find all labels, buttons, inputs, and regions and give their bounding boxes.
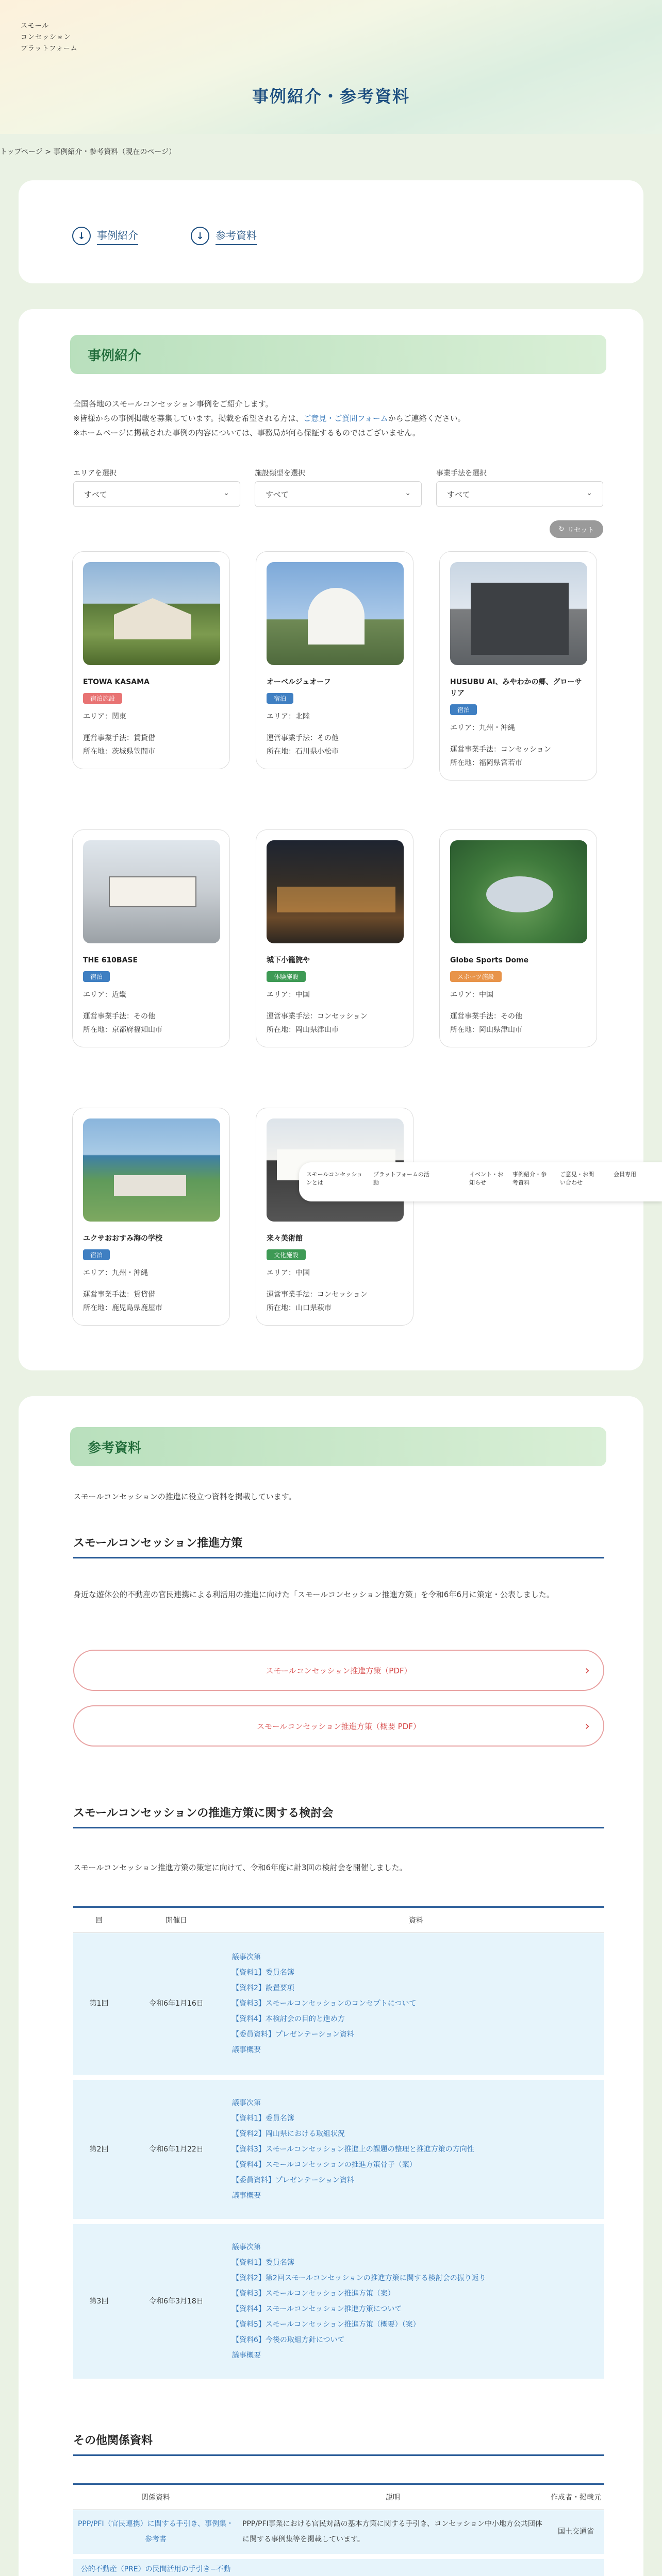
doc-link[interactable]: 【資料3】スモールコンセッションのコンセプトについて	[232, 1999, 417, 2008]
case-photo	[83, 840, 220, 943]
float-nav-contact[interactable]: ご意見・お問い合わせ	[560, 1171, 594, 1186]
table-row	[73, 2556, 604, 2576]
doc-link[interactable]: 議事概要	[232, 2191, 261, 2200]
doc-link[interactable]: 議事概要	[232, 2046, 261, 2055]
doc-link[interactable]: 【資料4】スモールコンセッション推進方策について	[232, 2304, 402, 2313]
references-intro: スモールコンセッションの推進に役立つ資料を掲載しています。	[73, 1492, 296, 1501]
case-photo	[267, 562, 404, 665]
case-card[interactable]: Globe Sports Dome スポーツ施設 エリア：中国 運営事業手法：その他 所在地：岡山県津山市	[439, 829, 597, 1047]
reset-icon: ↻	[558, 525, 565, 533]
case-card[interactable]: ユクサおおすみ海の学校 宿泊 エリア：九州・沖縄 運営事業手法：賃貸借 所在地：鹿児島県鹿屋市	[72, 1108, 230, 1326]
references-section	[19, 1396, 643, 2576]
breadcrumb: トップページ > 事例紹介・参考資料（現在のページ）	[0, 148, 176, 156]
cases-heading: 事例紹介	[70, 335, 606, 374]
case-photo	[450, 562, 587, 665]
breadcrumb-home[interactable]: トップページ	[0, 148, 43, 156]
doc-link[interactable]: 【資料4】スモールコンセッションの推進方策骨子（案）	[232, 2160, 417, 2169]
facility-tag: 宿泊	[450, 704, 477, 715]
site-logo[interactable]: スモール コンセッション プラットフォーム	[21, 22, 78, 53]
arrow-down-circle-icon: ↓	[191, 227, 209, 245]
doc-link[interactable]: 【資料3】スモールコンセッション推進上の課題の整理と推進方策の方向性	[232, 2145, 474, 2154]
case-card[interactable]: 城下小籠院や 体験施設 エリア：中国 運営事業手法：コンセッション 所在地：岡山県津山市	[256, 829, 413, 1047]
float-nav-members[interactable]: 会員専用	[614, 1171, 636, 1178]
other-docs-title: その他関係資料	[73, 2434, 153, 2447]
case-photo	[450, 840, 587, 943]
doc-link[interactable]: 【資料3】スモールコンセッション推進方策（案）	[232, 2289, 395, 2298]
feedback-form-link[interactable]: ご意見・ご質問フォーム	[303, 414, 388, 423]
facility-tag: 宿泊	[267, 693, 293, 704]
other-docs-table: 関係資料 説明 作成者・掲載元 PPP/PFI（官民連携）に関する手引き、事例集・参考書 PPP/PFI事業における官民対話の基本方策に関する手引き、コンセッション中小地方公共団体に関する事例集等を掲載しています。 国土交通省 公的不動産（PRE）の民間活用の手引き−不動	[73, 2483, 604, 2576]
cases-section: 事例紹介 全国各地のスモールコンセッション事例をご紹介します。 ※皆様からの事例掲載を募集しています。掲載を希望される方は、ご意見・ご質問フォームからご連絡ください。 ※ホームページに掲載された事例の内容については、事務局が何ら保証するものではございません。 エリアを選択 すべて ⌄ 施設類型を選択 すべて ⌄ 事業手法を選択 すべて ⌄ ↻ リセット ETOWA KASAMA 宿泊施設 エリア：関東 運営事業手法：賃貸借 所在地：茨城県笠間市 オーベルジュオーフ 宿泊 エリア：北陸 運営事業手法：その他 所在地：石川県小松市 HUSUBU AI、みやわかの郷、グローサリア 宿泊 エリア：九州・沖縄 運営事業手法：コンセッション 所在地：福岡県宮若市 THE 610BASE 宿泊 エリア：近畿 運営事業手法：その他 所在地：京都府福知山市 城下小籠院や 体験施設 エリア：中国 運営事業手法：コンセッション 所在地：岡山県津山市 Globe Sports Dome スポーツ施設 エリア：中国 運営事業手法：その他 所在地：岡山県津山市 ユクサおおすみ海の学校 宿泊 エリア：九州・沖縄 運営事業手法：賃貸借 所在地：鹿児島県鹿屋市 来々美術館 文化施設 エリア：中国 運営事業手法：コンセッション 所在地：山口県萩市	[19, 309, 643, 1370]
policy-pdf-link[interactable]: スモールコンセッション推進方策（PDF） ›	[73, 1650, 604, 1691]
doc-link[interactable]: 【資料2】第2回スモールコンセッションの推進方策に関する検討会の振り返り	[232, 2274, 486, 2282]
policy-text: 身近な遊休公的不動産の官民連携による利活用の推進に向けた「スモールコンセッション推進方策」を令和6年6月に策定・公表しました。	[73, 1590, 554, 1599]
policy-title: スモールコンセッション推進方策	[73, 1537, 243, 1550]
case-card[interactable]: オーベルジュオーフ 宿泊 エリア：北陸 運営事業手法：その他 所在地：石川県小松市	[256, 551, 413, 769]
page-hero	[0, 0, 662, 134]
facility-type-select[interactable]: すべて ⌄	[255, 481, 422, 507]
case-card[interactable]: ETOWA KASAMA 宿泊施設 エリア：関東 運営事業手法：賃貸借 所在地：茨城県笠間市	[72, 551, 230, 769]
cases-intro: 全国各地のスモールコンセッション事例をご紹介します。 ※皆様からの事例掲載を募集しています。掲載を希望される方は、ご意見・ご質問フォームからご連絡ください。 ※ホームページに掲載された事例の内容については、事務局が何ら保証するものではございません。	[73, 399, 466, 437]
doc-link[interactable]: 【資料5】スモールコンセッション推進方策（概要）（案）	[232, 2320, 420, 2329]
doc-link[interactable]: 【資料2】設置要項	[232, 1984, 294, 1993]
doc-link[interactable]: 議事次第	[232, 2243, 261, 2251]
doc-link[interactable]: PPP/PFI（官民連携）に関する手引き、事例集・参考書	[77, 2520, 234, 2544]
council-text: スモールコンセッション推進方策の策定に向けて、令和6年度に計3回の検討会を開催しました。	[73, 1863, 407, 1872]
facility-tag: 文化施設	[267, 1249, 306, 1260]
float-nav-events[interactable]: イベント・お知らせ	[469, 1171, 503, 1186]
case-card[interactable]: 来々美術館 文化施設 エリア：中国 運営事業手法：コンセッション 所在地：山口県萩市	[256, 1108, 413, 1326]
case-photo	[83, 562, 220, 665]
case-card[interactable]: HUSUBU AI、みやわかの郷、グローサリア 宿泊 エリア：九州・沖縄 運営事業手法：コンセッション 所在地：福岡県宮若市	[439, 551, 597, 781]
doc-link[interactable]: 議事次第	[232, 2098, 261, 2107]
case-card[interactable]: THE 610BASE 宿泊 エリア：近畿 運営事業手法：その他 所在地：京都府福知山市	[72, 829, 230, 1047]
doc-link[interactable]: 【資料4】本検討会の目的と進め方	[232, 2015, 345, 2024]
facility-tag: 宿泊	[83, 1249, 110, 1260]
breadcrumb-current: 事例紹介・参考資料（現在のページ）	[53, 148, 176, 156]
chevron-right-icon: ›	[585, 1663, 590, 1677]
float-nav-cases[interactable]: 事例紹介・参考資料	[512, 1171, 547, 1186]
float-nav-activity[interactable]: プラットフォームの活動	[373, 1171, 429, 1186]
anchor-links	[19, 180, 643, 283]
council-title: スモールコンセッションの推進方策に関する検討会	[73, 1807, 334, 1820]
doc-link[interactable]: 議事次第	[232, 1953, 261, 1962]
table-row: 第2回 令和6年1月22日 議事次第 【資料1】委員名簿 【資料2】岡山県における取組状況 【資料3】スモールコンセッション推進上の課題の整理と推進方策の方向性 【資料4】スモールコンセッションの推進方策骨子（案） 【委員資料】プレゼンテーション資料 議事概要	[73, 2077, 604, 2222]
table-row: 第1回 令和6年1月16日 議事次第 【資料1】委員名簿 【資料2】設置要項 【資料3】スモールコンセッションのコンセプトについて 【資料4】本検討会の目的と進め方 【委員資料】プレゼンテーション資料 議事概要	[73, 1933, 604, 2077]
facility-tag: 宿泊	[83, 971, 110, 982]
chevron-right-icon: ›	[585, 1719, 590, 1733]
doc-link[interactable]: 公的不動産（PRE）の民間活用の手引き−不動	[80, 2565, 231, 2573]
table-row: 第3回 令和6年3月18日 議事次第 【資料1】委員名簿 【資料2】第2回スモールコンセッションの推進方策に関する検討会の振り返り 【資料3】スモールコンセッション推進方策（案） 【資料4】スモールコンセッション推進方策について 【資料5】スモールコンセッション推進方策（概要）（案） 【資料6】今後の取組方針について 議事概要	[73, 2222, 604, 2381]
table-row: PPP/PFI（官民連携）に関する手引き、事例集・参考書 PPP/PFI事業における官民対話の基本方策に関する手引き、コンセッション中小地方公共団体に関する事例集等を掲載しています。 国土交通省	[73, 2510, 604, 2556]
doc-link[interactable]: 【資料1】委員名簿	[232, 2114, 294, 2123]
doc-link[interactable]: 議事概要	[232, 2351, 261, 2360]
doc-link[interactable]: 【資料6】今後の取組方針について	[232, 2335, 345, 2344]
page-title: 事例紹介・参考資料	[252, 87, 410, 106]
area-select[interactable]: すべて ⌄	[73, 481, 240, 507]
anchor-cases[interactable]: ↓ 事例紹介	[72, 227, 138, 245]
doc-link[interactable]: 【委員資料】プレゼンテーション資料	[232, 2030, 354, 2039]
case-photo	[83, 1118, 220, 1222]
chevron-down-icon: ⌄	[223, 489, 229, 497]
doc-link[interactable]: 【資料1】委員名簿	[232, 2258, 294, 2267]
doc-link[interactable]: 【資料1】委員名簿	[232, 1969, 294, 1977]
case-photo	[267, 840, 404, 943]
facility-tag: スポーツ施設	[450, 971, 502, 982]
facility-tag: 体験施設	[267, 971, 306, 982]
chevron-down-icon: ⌄	[405, 489, 411, 497]
facility-tag: 宿泊施設	[83, 693, 122, 704]
arrow-down-circle-icon: ↓	[72, 227, 91, 245]
reset-button[interactable]: ↻ リセット	[550, 520, 603, 538]
doc-link[interactable]: 【資料2】岡山県における取組状況	[232, 2129, 345, 2138]
anchor-references[interactable]: ↓ 参考資料	[191, 227, 257, 245]
doc-link[interactable]: 【委員資料】プレゼンテーション資料	[232, 2176, 354, 2184]
method-select[interactable]: すべて ⌄	[436, 481, 603, 507]
chevron-down-icon: ⌄	[586, 489, 592, 497]
float-nav-about[interactable]: スモールコンセッションとは	[306, 1171, 363, 1186]
floating-nav	[299, 1162, 662, 1201]
policy-summary-pdf-link[interactable]: スモールコンセッション推進方策（概要 PDF） ›	[73, 1705, 604, 1747]
references-heading: 参考資料	[70, 1427, 606, 1466]
council-table: 回 開催日 資料 第1回 令和6年1月16日 議事次第 【資料1】委員名簿 【資料2】設置要項 【資料3】スモールコンセッションのコンセプトについて 【資料4】本検討会の目的と進め方 【委員資料】プレゼンテーション資料 議事概要 第2回 令和6年1月22日 議事次第 【資料1】委員名簿 【資料2】岡山県における取組状況 【資料3】スモールコンセッション推進上の課題の整理と推進方策の方向性 【資料4】スモールコンセッションの推進方策骨子（案） 【委員資料】プレゼンテーション資料 議事概要 第3回 令和6年3月18日 議事次第 【資料1】委員名簿 【資料2】第2回スモールコンセッションの推進方策に関する検討会の振り返り 【資料3】スモールコンセッション推進方策（案） 【資料4】スモールコンセッション推進方策について 【資料5】スモールコンセッション推進方策（概要）（案） 【資料6】今後の取組方針について 議事概要	[73, 1906, 604, 2384]
